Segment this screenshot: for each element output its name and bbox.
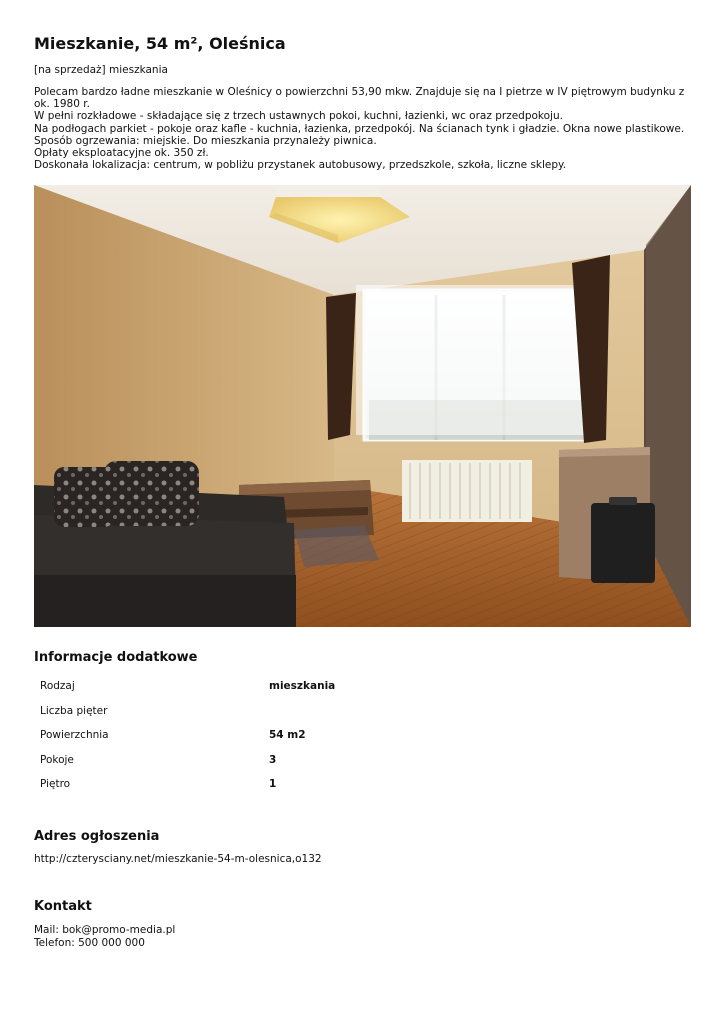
info-value: 1 bbox=[269, 778, 277, 791]
info-value: mieszkania bbox=[269, 680, 336, 693]
listing-title: Mieszkanie, 54 m², Oleśnica bbox=[34, 34, 286, 53]
additional-info-heading: Informacje dodatkowe bbox=[34, 650, 198, 665]
info-label: Liczba pięter bbox=[40, 704, 108, 717]
listing-category: [na sprzedaż] mieszkania bbox=[34, 64, 168, 76]
info-value bbox=[263, 699, 691, 724]
listing-description bbox=[34, 86, 691, 171]
description-line: W pełni rozkładowe - składające się z trzech ustawnych pokoi, kuchni, łazienki, wc oraz przedpokoju. bbox=[34, 110, 563, 123]
info-label: Piętro bbox=[40, 778, 71, 791]
info-value: 3 bbox=[269, 753, 277, 766]
table-row bbox=[34, 723, 691, 748]
contact-heading: Kontakt bbox=[34, 899, 92, 914]
table-row bbox=[34, 674, 691, 699]
contact-phone[interactable]: Telefon: 500 000 000 bbox=[34, 936, 145, 949]
info-label: Rodzaj bbox=[40, 680, 75, 693]
description-line: Opłaty eksploatacyjne ok. 350 zł. bbox=[34, 147, 209, 160]
table-row bbox=[34, 772, 691, 797]
description-line: Na podłogach parkiet - pokoje oraz kafle - kuchnia, łazienka, przedpokój. Na ścianach tynk i gładzie. Okna nowe plastikowe. bbox=[34, 122, 685, 135]
apartment-photo bbox=[34, 185, 691, 627]
description-line: Sposób ogrzewania: miejskie. Do mieszkania przynależy piwnica. bbox=[34, 134, 377, 147]
info-label: Powierzchnia bbox=[40, 729, 109, 742]
contact-block bbox=[34, 924, 175, 949]
info-label: Pokoje bbox=[40, 753, 74, 766]
contact-mail[interactable]: Mail: bok@promo-media.pl bbox=[34, 924, 176, 936]
info-value: 54 m2 bbox=[269, 729, 306, 742]
address-heading: Adres ogłoszenia bbox=[34, 829, 160, 844]
description-line: Polecam bardzo ładne mieszkanie w Oleśnicy o powierzchni 53,90 mkw. Znajduje się na I pietrze w IV piętrowym budynku z ok. 1980 r. bbox=[34, 86, 685, 111]
listing-url[interactable]: http://czterysciany.net/mieszkanie-54-m-olesnica,o132 bbox=[34, 853, 322, 865]
description-line: Doskonała lokalizacja: centrum, w pobliżu przystanek autobusowy, przedszkole, szkoła, liczne sklepy. bbox=[34, 159, 567, 172]
table-row bbox=[34, 699, 691, 724]
table-row bbox=[34, 748, 691, 773]
additional-info-table bbox=[34, 674, 691, 797]
